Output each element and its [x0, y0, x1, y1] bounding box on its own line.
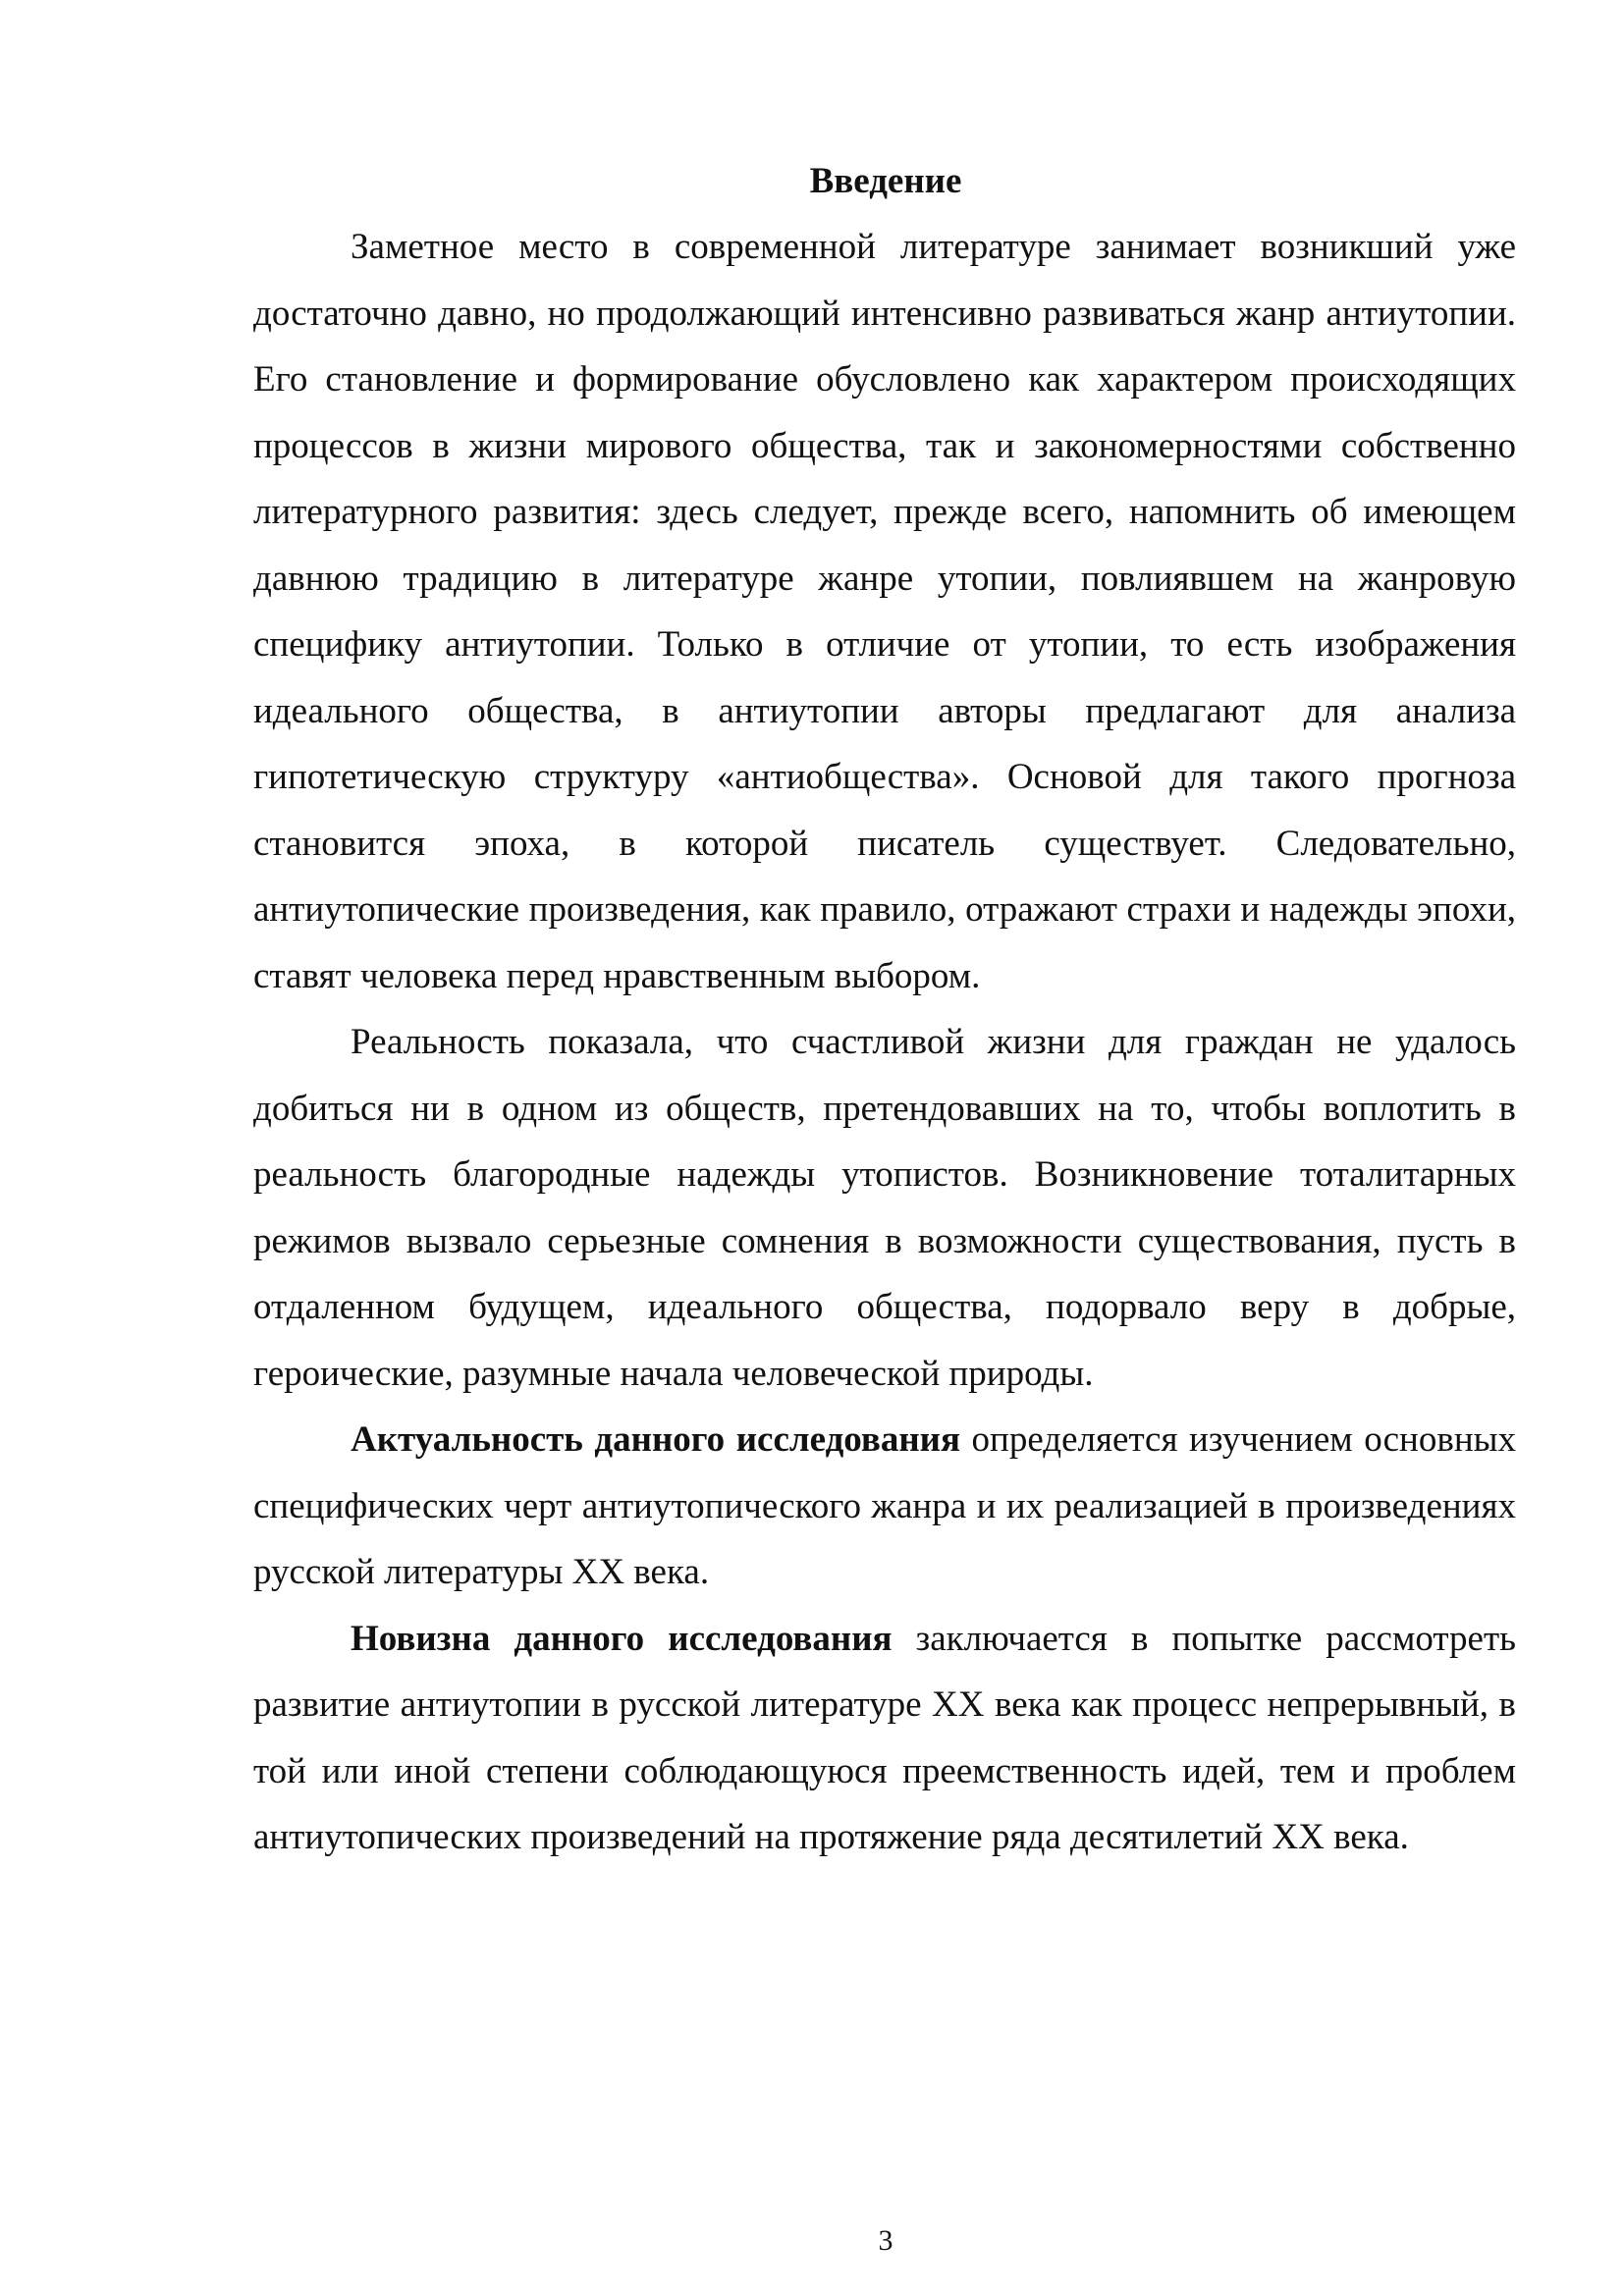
- paragraph-intro: [253, 214, 1516, 1009]
- body-text: [253, 214, 1516, 1871]
- relevance-term: Актуальность данного исследования: [351, 1419, 960, 1460]
- paragraph-reality: [253, 1009, 1516, 1407]
- paragraph-relevance-text: определяется изучением основных специфических черт антиутопического жанра и их реализацией в произведениях русской литературы XX века.: [253, 1419, 1516, 1592]
- page-number: 3: [878, 2224, 893, 2257]
- paragraph-intro-text: Заметное место в современной литературе занимает возникший уже достаточно давно, но продолжающий интенсивно развиваться жанр антиутопии. Его становление и формирование обусловлено как характером происходящих процессов в жизни мирового общества, так и закономерностями собственно литературного развития: здесь следует, прежде всего, напомнить об имеющем давнюю традицию в литературе жанре утопии, повлиявшем на жанровую специфику антиутопии. Только в отличие от утопии, то есть изображения идеального общества, в антиутопии авторы предлагают для анализа гипотетическую структуру «антиобщества». Основой для такого прогноза становится эпоха, в которой писатель существует. Следовательно, антиутопические произведения, как правило, отражают страхи и надежды эпохи, ставят человека перед нравственным выбором.: [253, 227, 1516, 996]
- paragraph-novelty-text: заключается в попытке рассмотреть развитие антиутопии в русской литературе XX века как процесс непрерывный, в той или иной степени соблюдающуюся преемственность идей, тем и проблем антиутопических произведений на протяжение ряда десятилетий XX века.: [253, 1618, 1516, 1857]
- paragraph-relevance: [253, 1407, 1516, 1606]
- section-heading: Введение: [809, 161, 962, 201]
- paragraph-novelty: [253, 1606, 1516, 1871]
- paragraph-reality-text: Реальность показала, что счастливой жизни для граждан не удалось добиться ни в одном из обществ, претендовавших на то, чтобы воплотить в реальность благородные надежды утопистов. Возникновение тоталитарных режимов вызвало серьезные сомнения в возможности существования, пусть в отдаленном будущем, идеального общества, подорвало веру в добрые, героические, разумные начала человеческой природы.: [253, 1022, 1516, 1394]
- novelty-term: Новизна данного исследования: [351, 1618, 893, 1659]
